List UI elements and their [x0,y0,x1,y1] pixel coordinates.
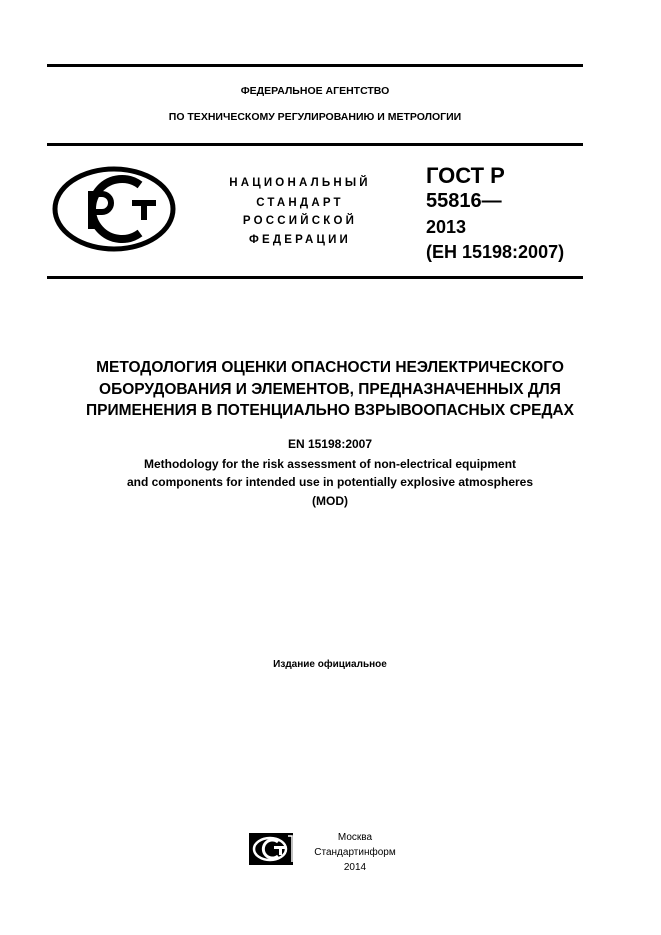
header-top-rule [47,143,583,146]
national-standard-line-3: РОССИЙСКОЙ [242,215,358,227]
national-standard-line-4: ФЕДЕРАЦИИ [248,234,352,246]
standartinform-logo-icon [248,832,294,866]
title-en-line-3: (MOD) [312,494,348,508]
gost-rst-logo-icon [52,166,176,252]
agency-line-1: ФЕДЕРАЛЬНОЕ АГЕНТСТВО [240,85,390,97]
title-ru-line-2: ОБОРУДОВАНИЯ И ЭЛЕМЕНТОВ, ПРЕДНАЗНАЧЕННЫХ ДЛЯ [99,381,561,398]
national-standard-line-1: НАЦИОНАЛЬНЫЙ [229,177,371,189]
national-standard-line-2: СТАНДАРТ [256,197,344,209]
title-en-code: EN 15198:2007 [287,437,373,451]
title-ru-line-1: МЕТОДОЛОГИЯ ОЦЕНКИ ОПАСНОСТИ НЕЭЛЕКТРИЧЕСКОГО [96,359,564,376]
publisher-year: 2014 [343,862,367,873]
gost-code-line-2: 55816— [426,190,502,212]
gost-code-line-4: (ЕН 15198:2007) [426,242,565,262]
publisher-city: Москва [337,832,373,843]
title-ru-line-3: ПРИМЕНЕНИЯ В ПОТЕНЦИАЛЬНО ВЗРЫВООПАСНЫХ СРЕДАХ [85,402,575,419]
publisher-name: Стандартинформ [314,847,396,858]
gost-code-line-3: 2013 [426,217,467,237]
edition-label: Издание официальное [273,659,387,670]
agency-line-2: ПО ТЕХНИЧЕСКОМУ РЕГУЛИРОВАНИЮ И МЕТРОЛОГИИ [168,111,462,123]
header-bottom-rule [47,276,583,279]
gost-code-line-1: ГОСТ Р [426,163,505,188]
title-en-line-1: Methodology for the risk assessment of non-electrical equipment [143,457,517,471]
top-rule [47,64,583,67]
title-en-line-2: and components for intended use in potentially explosive atmospheres [126,475,534,489]
